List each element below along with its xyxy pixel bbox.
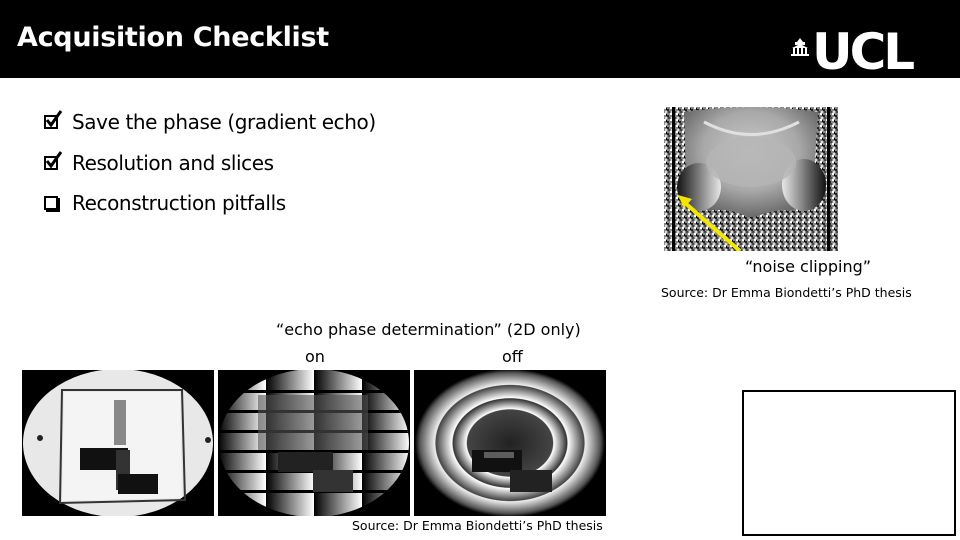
noise-clipping-caption: “noise clipping” [745,257,872,276]
checklist [44,110,376,232]
checklist-item-label: Resolution and slices [72,150,274,175]
video-placeholder-box [742,390,956,536]
echo-phase-off-image [414,370,606,516]
bottom-figure-source: Source: Dr Emma Biondetti’s PhD thesis [352,518,603,533]
echo-phase-title: “echo phase determination” (2D only) [276,320,581,339]
header-bar [0,0,960,81]
slide-title: Acquisition Checklist [17,22,329,53]
checkbox-empty-icon [44,196,58,210]
checklist-item-label: Save the phase (gradient echo) [72,110,376,134]
checklist-item-resolution [44,151,376,192]
ucl-portico-icon [790,38,810,56]
noise-clipping-image [664,107,838,251]
echo-phase-on-image [218,370,410,516]
checklist-item-reconstruction [44,191,376,232]
checkbox-checked-icon [44,115,58,129]
logo-text: UCL [812,23,913,81]
magnitude-phantom-image [22,370,214,516]
checklist-item-save-phase [44,110,376,151]
off-label: off [502,347,523,366]
top-figure-source: Source: Dr Emma Biondetti’s PhD thesis [661,285,912,300]
on-label: on [305,347,325,366]
ucl-logo [790,23,940,81]
checkbox-checked-icon [44,156,58,170]
checklist-item-label: Reconstruction pitfalls [72,191,286,215]
